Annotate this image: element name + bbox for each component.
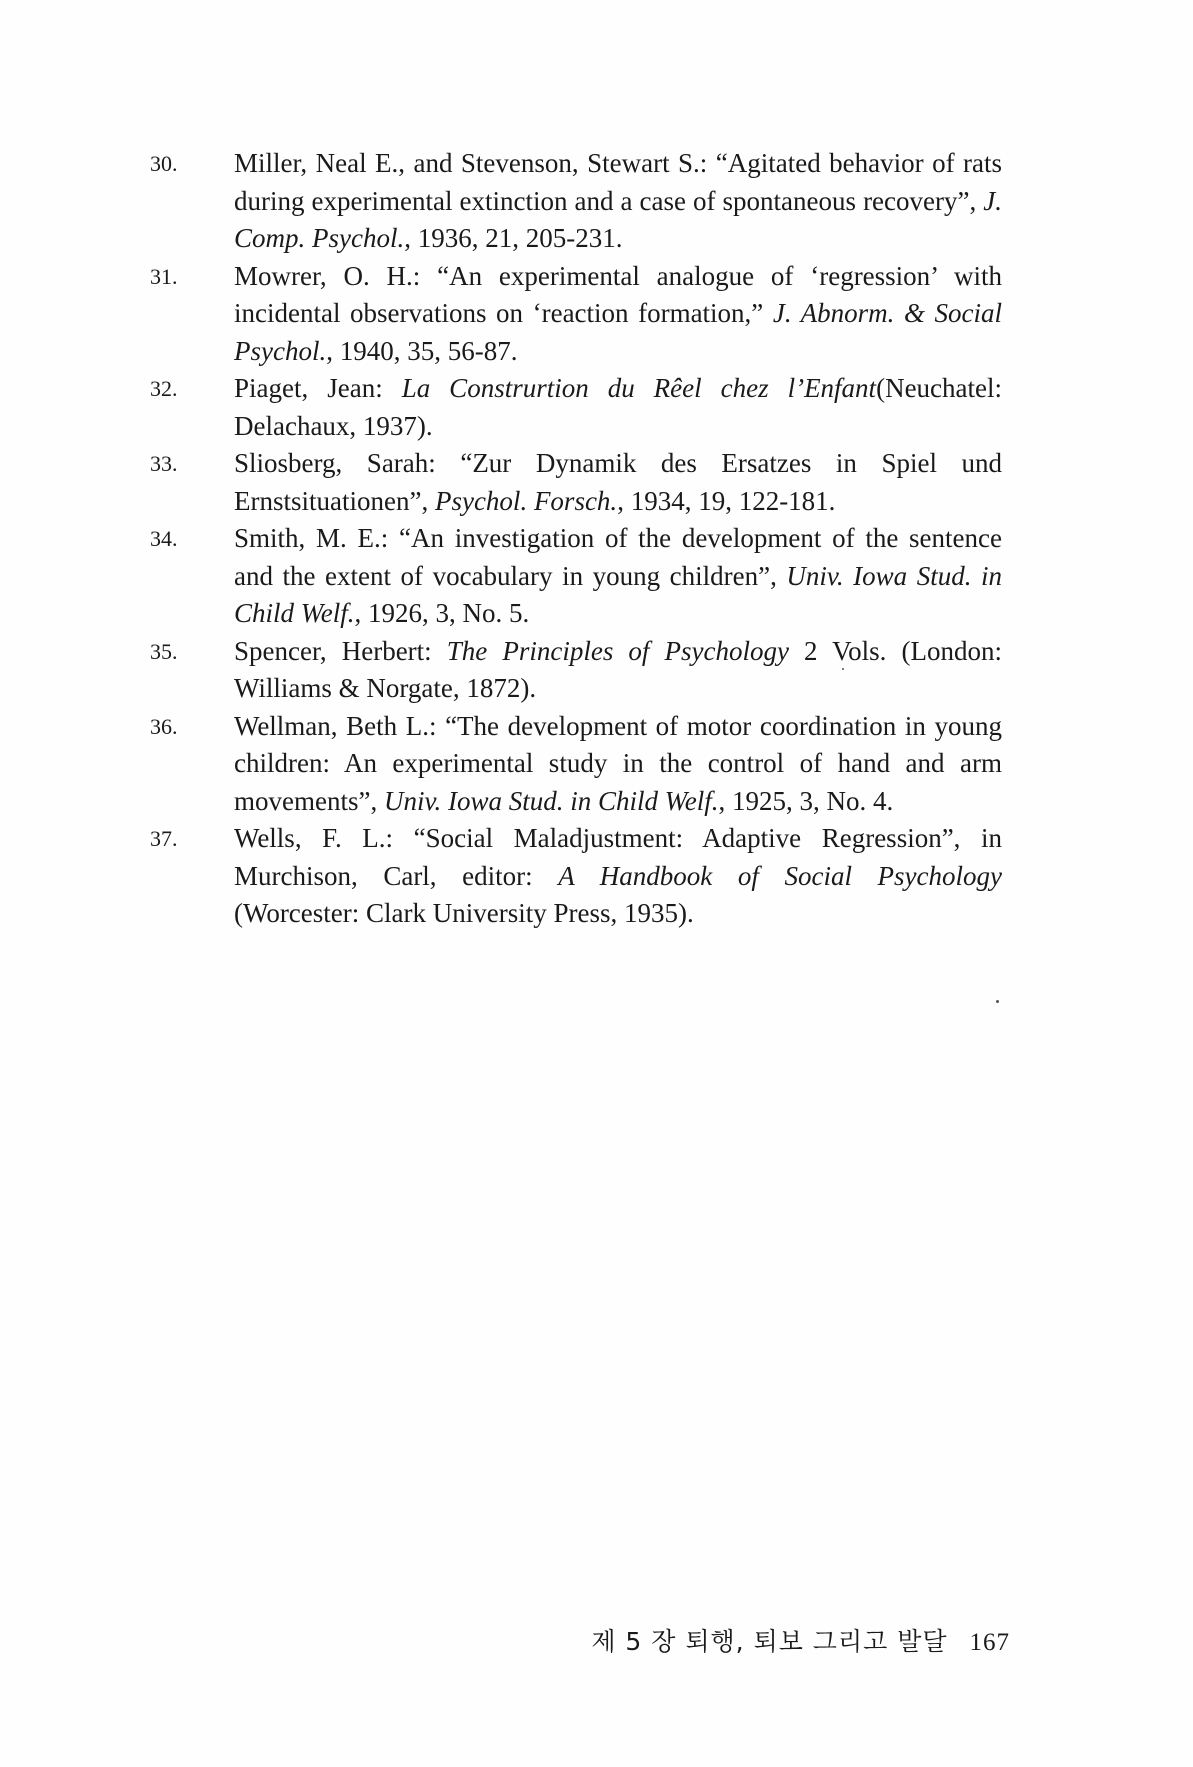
reference-source-title: Psychol. Forsch.: [434, 485, 618, 516]
reference-text-segment: , 1936, 21, 205-231.: [404, 223, 623, 253]
reference-text-segment: Piaget, Jean:: [234, 373, 402, 403]
reference-item: [150, 633, 1003, 708]
reference-text: [234, 145, 1002, 258]
reference-text-segment: , 1925, 3, No. 4.: [718, 785, 894, 816]
reference-source-title: J. Comp. Psychol.: [234, 185, 1002, 253]
reference-text-segment: 2 Vols. (London: Williams & Norgate, 1872).: [234, 635, 1003, 703]
reference-text: [234, 633, 1002, 708]
reference-item: [150, 708, 1002, 821]
scan-speck: [842, 668, 844, 670]
reference-item: [150, 520, 1003, 633]
reference-text-segment: Mowrer, O. H.: “An experimental analogue of ‘regression’ with incidental observations on ‘reaction formation,”: [234, 260, 1002, 328]
reference-text-segment: Miller, Neal E., and Stevenson, Stewart S.: “Agitated behavior of rats during experimental extinction and a case of spontaneous recovery”,: [234, 148, 1002, 216]
scan-speck: [996, 1000, 999, 1003]
reference-text-segment: Sliosberg, Sarah: “Zur Dynamik des Ersatzes in Spiel und Ernstsituationen”,: [234, 448, 1002, 516]
chapter-title: 제 5 장 퇴행, 퇴보 그리고 발달: [591, 1627, 948, 1656]
reference-text-segment: Spencer, Herbert:: [234, 635, 447, 666]
reference-item: [150, 370, 1003, 445]
reference-source-title: J. Abnorm. & Social Psychol.: [234, 298, 1003, 366]
reference-source-title: The Principles of Psychology: [446, 635, 789, 666]
reference-number: 30.: [150, 151, 178, 176]
reference-number: 31.: [150, 263, 178, 289]
reference-text-segment: (Worcester: Clark University Press, 1935).: [234, 898, 694, 928]
reference-text: [234, 708, 1002, 821]
reference-number: 35.: [150, 638, 178, 664]
reference-text: [234, 370, 1002, 445]
reference-number: 37.: [150, 826, 178, 851]
page-number: 167: [969, 1629, 1010, 1656]
reference-number: 33.: [150, 451, 178, 476]
reference-item: [150, 145, 1002, 258]
reference-source-title: La Construrtion du Rêel chez l’Enfant: [401, 373, 877, 403]
reference-number: 36.: [150, 713, 178, 739]
reference-text: [234, 258, 1002, 371]
reference-number: 34.: [150, 526, 178, 551]
reference-text: [234, 520, 1002, 633]
reference-source-title: A Handbook of Social Psychology: [558, 860, 1002, 891]
reference-source-title: Univ. Iowa Stud. in Child Welf.: [383, 785, 719, 816]
reference-list: [150, 145, 1003, 933]
reference-text-segment: Smith, M. E.: “An investigation of the development of the sentence and the extent of vocabulary in young children”,: [234, 523, 1002, 591]
reference-text-segment: , 1934, 19, 122-181.: [617, 485, 836, 516]
reference-text-segment: , 1940, 35, 56-87.: [326, 335, 518, 366]
reference-text: [234, 820, 1002, 933]
reference-number: 32.: [150, 376, 178, 401]
reference-item: [150, 820, 1002, 933]
reference-text-segment: Wells, F. L.: “Social Maladjustment: Adaptive Regression”, in Murchison, Carl, editor:: [234, 823, 1002, 891]
reference-text-segment: Wellman, Beth L.: “The development of motor coordination in young children: An experimental study in the control of hand and arm movements”,: [234, 710, 1002, 816]
reference-item: [150, 445, 1002, 520]
reference-source-title: Univ. Iowa Stud. in Child Welf.: [234, 560, 1003, 628]
reference-item: [150, 258, 1003, 371]
running-footer: [540, 1622, 1010, 1658]
reference-text-segment: (Neuchatel: Delachaux, 1937).: [234, 373, 1003, 441]
reference-text-segment: , 1926, 3, No. 5.: [354, 598, 530, 628]
reference-text: [234, 445, 1002, 520]
